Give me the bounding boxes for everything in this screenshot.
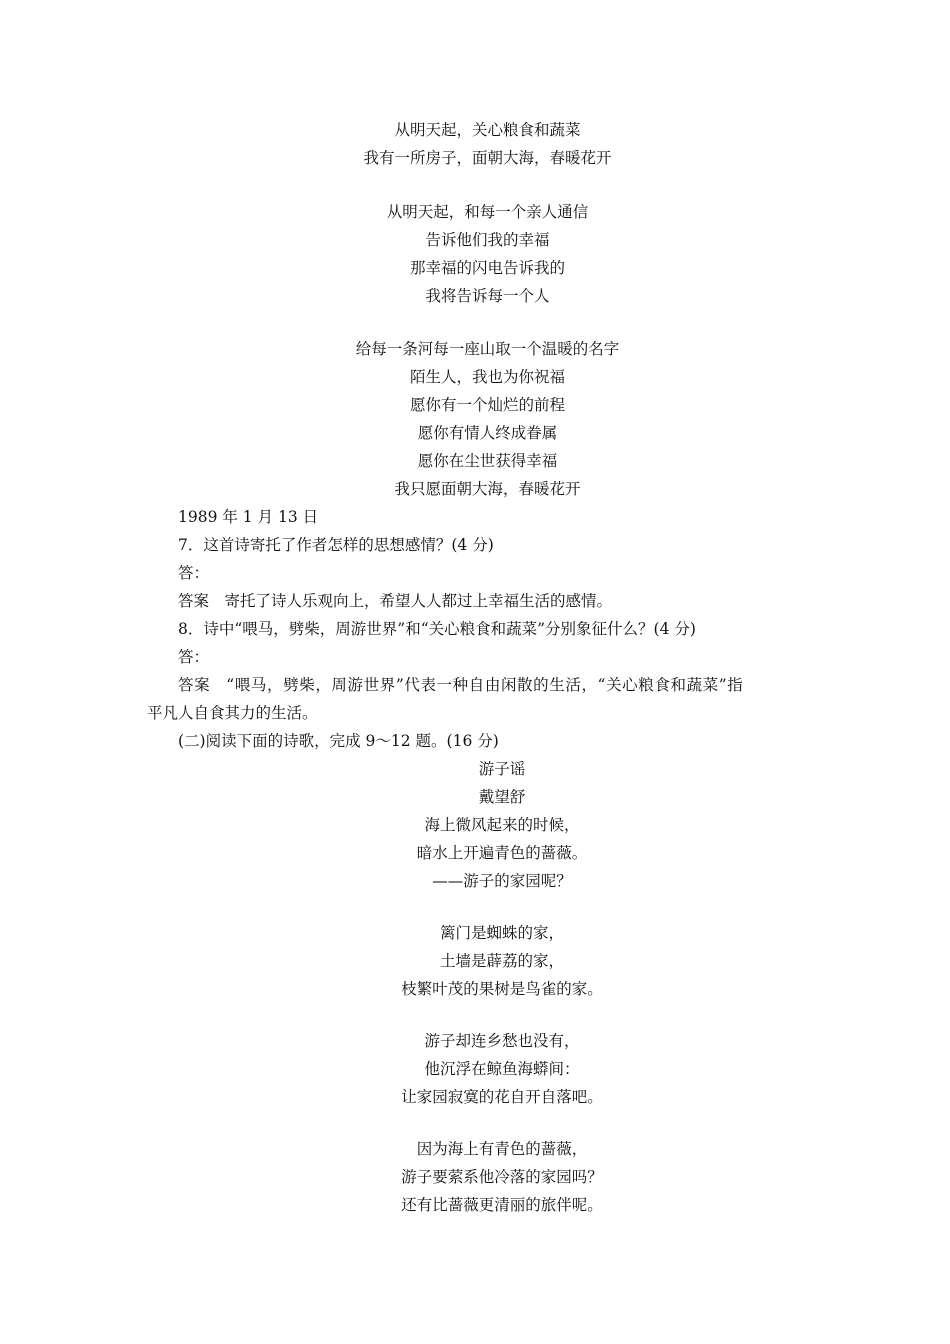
poem-line: 给每一条河每一座山取一个温暖的名字 [355, 340, 620, 358]
poem-line: 土墙是薜荔的家， [439, 952, 564, 970]
poem-title: 游子谣 [478, 760, 526, 778]
poem-line: 因为海上有青色的蔷薇， [416, 1140, 588, 1158]
poem-line: 陌生人，我也为你祝福 [409, 368, 565, 386]
poem-line: 还有比蔷薇更清丽的旅伴呢。 [401, 1196, 603, 1214]
answer-8-line-1: 答案 “喂马，劈柴，周游世界”代表一种自由闲散的生活，“关心粮食和蔬菜”指 [178, 676, 744, 694]
poem-line: 让家园寂寞的花自开自落吧。 [401, 1088, 603, 1106]
poem-line: 篱门是蜘蛛的家， [439, 924, 564, 942]
poem-line: 我有一所房子，面朝大海，春暖花开 [363, 149, 612, 167]
poem-line: 枝繁叶茂的果树是鸟雀的家。 [401, 980, 603, 998]
poem-line: 我只愿面朝大海，春暖花开 [394, 480, 581, 498]
poem-author: 戴望舒 [478, 788, 526, 806]
question-8: 8．诗中“喂马，劈柴，周游世界”和“关心粮食和蔬菜”分别象征什么？(4 分) [178, 620, 696, 638]
poem-line: 游子要萦系他冷落的家园吗？ [401, 1168, 603, 1186]
poem-line: 愿你在尘世获得幸福 [417, 452, 558, 470]
poem-line: ——游子的家园呢？ [432, 872, 572, 890]
poem-line: 从明天起，关心粮食和蔬菜 [394, 121, 581, 139]
poem-date: 1989 年 1 月 13 日 [178, 508, 319, 526]
answer-7: 答案 寄托了诗人乐观向上，希望人人都过上幸福生活的感情。 [178, 592, 613, 610]
question-7: 7．这首诗寄托了作者怎样的思想感情？(4 分) [178, 536, 494, 554]
poem-line: 那幸福的闪电告诉我的 [409, 259, 565, 277]
poem-line: 我将告诉每一个人 [425, 287, 550, 305]
answer-label: 答： [178, 564, 210, 582]
poem-line: 从明天起，和每一个亲人通信 [386, 203, 589, 221]
poem-line: 海上微风起来的时候， [424, 816, 580, 834]
poem-line: 他沉浮在鲸鱼海蟒间： [424, 1060, 580, 1078]
poem-line: 游子却连乡愁也没有， [424, 1032, 580, 1050]
section-intro: (二)阅读下面的诗歌，完成 9～12 题。(16 分) [178, 732, 499, 750]
poem-line: 愿你有情人终成眷属 [417, 424, 558, 442]
poem-line: 告诉他们我的幸福 [425, 231, 550, 249]
answer-8-line-2: 平凡人自食其力的生活。 [147, 704, 318, 722]
poem-line: 愿你有一个灿烂的前程 [409, 396, 565, 414]
poem-line: 暗水上开遍青色的蔷薇。 [416, 844, 588, 862]
answer-label: 答： [178, 648, 210, 666]
